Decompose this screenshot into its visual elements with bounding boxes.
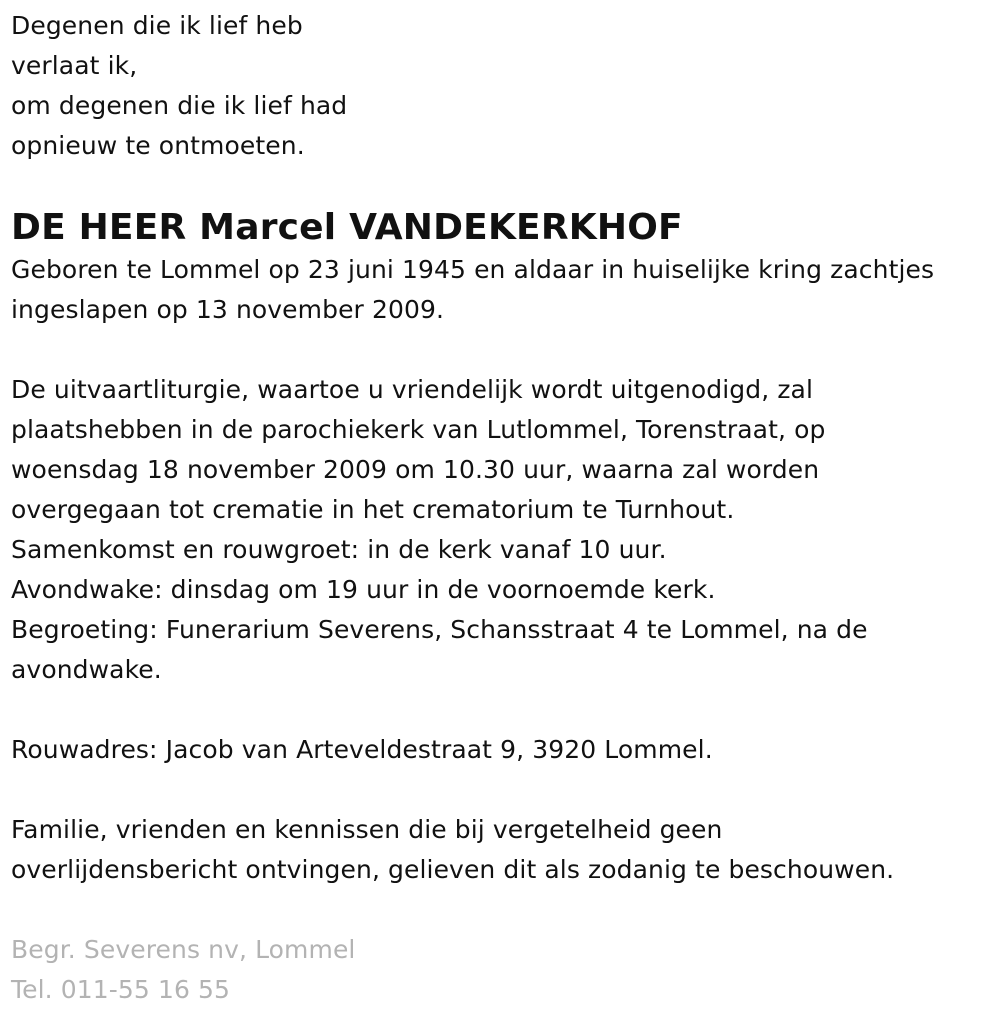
birth-info — [11, 250, 991, 330]
poem-line: Degenen die ik lief heb — [11, 11, 303, 40]
funeral-line: woensdag 18 november 2009 om 10.30 uur, waarna zal worden — [11, 455, 820, 484]
notice-line: Familie, vrienden en kennissen die bij vergetelheid geen — [11, 815, 723, 844]
funeral-line: Samenkomst en rouwgroet: in de kerk vanaf 10 uur. — [11, 535, 667, 564]
obituary-page — [11, 6, 991, 1010]
birth-line: ingeslapen op 13 november 2009. — [11, 295, 445, 324]
funeral-line: plaatshebben in de parochiekerk van Lutlommel, Torenstraat, op — [11, 415, 826, 444]
poem-line: om degenen die ik lief had — [11, 91, 348, 120]
funeral-line: Begroeting: Funerarium Severens, Schansstraat 4 te Lommel, na de — [11, 615, 868, 644]
poem — [11, 6, 991, 166]
funeral-home-name: Begr. Severens nv, Lommel — [11, 935, 356, 964]
funeral-home-phone: Tel. 011-55 16 55 — [11, 975, 231, 1004]
address-line: Rouwadres: Jacob van Arteveldestraat 9, 3920 Lommel. — [11, 735, 713, 764]
funeral-home-footer — [11, 930, 991, 1010]
funeral-info — [11, 370, 991, 690]
notice-line: overlijdensbericht ontvingen, gelieven dit als zodanig te beschouwen. — [11, 855, 895, 884]
funeral-line: overgegaan tot crematie in het crematorium te Turnhout. — [11, 495, 735, 524]
mourning-address — [11, 730, 991, 770]
notice — [11, 810, 991, 890]
funeral-line: Avondwake: dinsdag om 19 uur in de voornoemde kerk. — [11, 575, 716, 604]
poem-line: verlaat ik, — [11, 51, 138, 80]
deceased-name: DE HEER Marcel VANDEKERKHOF — [11, 207, 683, 248]
funeral-line: De uitvaartliturgie, waartoe u vriendelijk wordt uitgenodigd, zal — [11, 375, 814, 404]
birth-line: Geboren te Lommel op 23 juni 1945 en aldaar in huiselijke kring zachtjes — [11, 255, 935, 284]
poem-line: opnieuw te ontmoeten. — [11, 131, 305, 160]
funeral-line: avondwake. — [11, 655, 162, 684]
